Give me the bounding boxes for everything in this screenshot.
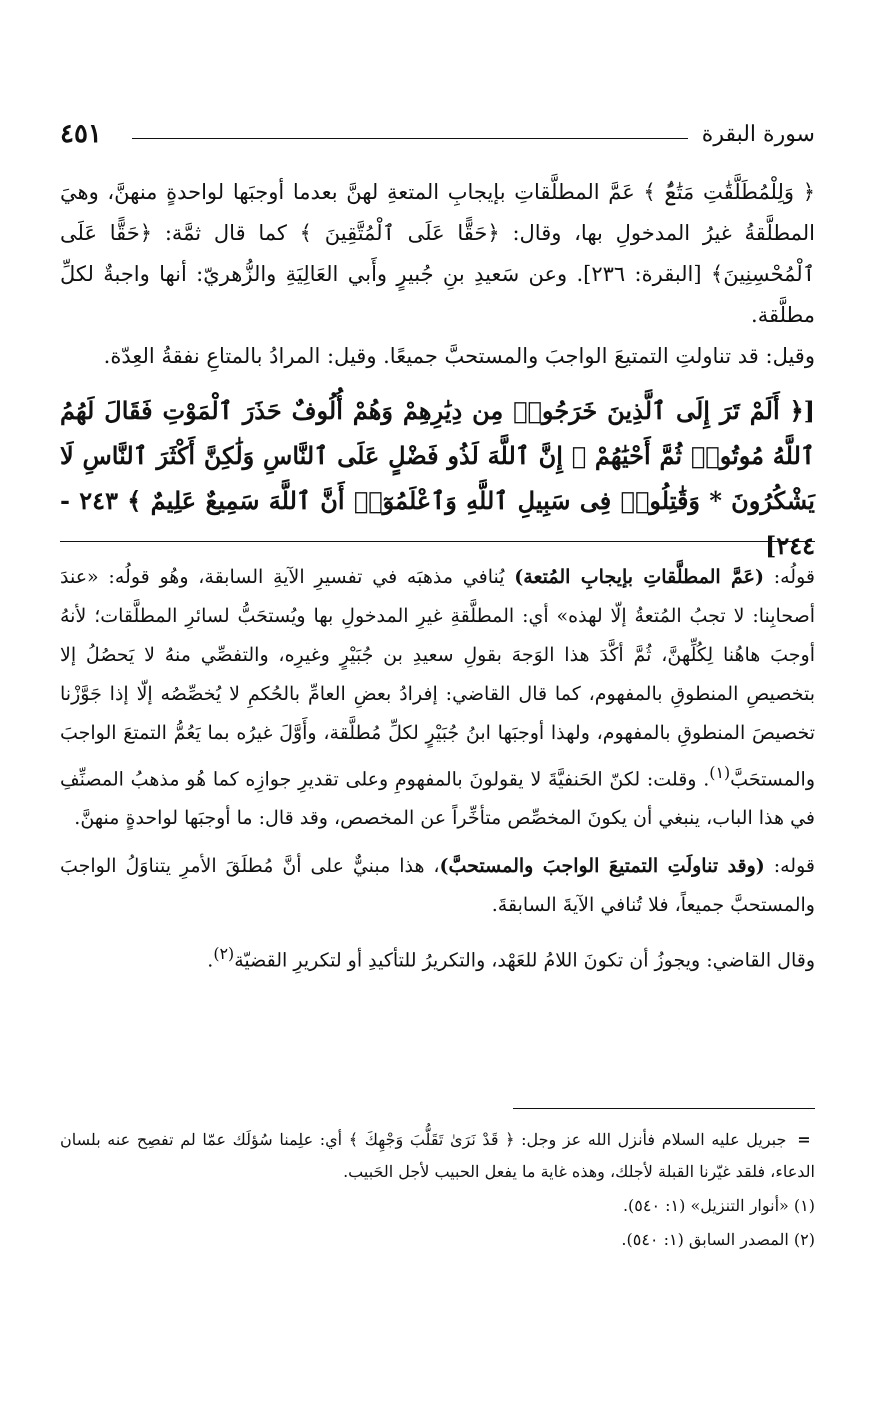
footnote-rule — [513, 1108, 815, 1109]
footnote-reference: (١) — [709, 763, 731, 782]
footnote-2: (٢) المصدر السابق (١: ٥٤٠). — [621, 1230, 815, 1249]
footnote-1: (١) «أنوار التنزيل» (١: ٥٤٠). — [622, 1196, 815, 1215]
gloss-body: . وقلت: لكنّ الحَنفيَّةَ لا يقولونَ بالمفهومِ وعلى تقديرِ جوازِه كما هُو مذهبُ المصنِّفِ في هذا الباب، ينبغي أن يكونَ المخصِّص متأخِّراً عن المخصص، وقد قال: ما أوجبَها لواحدةٍ منهنَّ. — [60, 768, 815, 830]
book-page — [60, 0, 815, 1408]
gloss-lead: قولُه: — [763, 566, 815, 588]
page-header — [60, 112, 815, 156]
gloss-paragraph — [60, 558, 815, 838]
gloss-paragraph — [60, 934, 815, 980]
footnotes — [60, 1124, 815, 1256]
gloss-commentary — [60, 558, 815, 990]
header-rule — [132, 138, 688, 139]
commentary-main-text — [60, 172, 815, 377]
verse-text: [﴿ أَلَمْ تَرَ إِلَى ٱلَّذِينَ خَرَجُوا۟ مِن دِيَٰرِهِمْ وَهُمْ أُلُوفٌ حَذَرَ ٱلْمَوْتِ فَقَالَ لَهُمُ ٱللَّهُ مُوتُوا۟ ثُمَّ أَحْيَٰهُمْ ۚ إِنَّ ٱللَّهَ لَذُو فَضْلٍ عَلَى ٱلنَّاسِ وَلَٰكِنَّ أَكْثَرَ ٱلنَّاسِ لَا يَشْكُرُونَ * وَقَٰتِلُوا۟ فِى سَبِيلِ ٱللَّهِ وَٱعْلَمُوٓا۟ أَنَّ ٱللَّهَ سَمِيعٌ عَلِيمٌ ﴾ ٢٤٣ - ٢٤٤] — [60, 396, 815, 560]
section-divider — [60, 541, 815, 542]
gloss-body: ، هذا مبنيٌّ على أنَّ مُطلَقَ الأمرِ يتناوَلُ الواجبَ والمستحبَّ جميعاً، فلا تُنافي الآيةَ السابقةَ. — [60, 855, 815, 917]
footnote-continuation — [60, 1124, 815, 1188]
gloss-paragraph — [60, 847, 815, 925]
page-number: ٤٥١ — [60, 119, 102, 149]
surah-name: سورة البقرة — [701, 121, 815, 147]
main-paragraph: ﴿ وَلِلْمُطَلَّقَٰتِ مَتَٰعٌۢ ﴾ عَمَّ المطلَّقاتِ بإيجابِ المتعةِ لهنَّ بعدما أوجبَها لواحدةٍ منهنَّ، وهيَ المطلَّقةُ غيرُ المدخولِ بها، وقال: ﴿حَقًّا عَلَى ٱلْمُتَّقِينَ ﴾ كما قال ثمَّة: ﴿حَقًّا عَلَى ٱلْمُحْسِنِينَ﴾ [البقرة: ٢٣٦]. وعن سَعيدِ بنِ جُبيرٍ وأَبي العَالِيَةِ والزُّهريّ: أنها واجبةٌ لكلِّ مطلَّقة. — [60, 180, 815, 327]
gloss-body: يُنافي مذهبَه في تفسيرِ الآيةِ السابقة، وهُو قولُه: «عندَ أصحابِنا: لا تجبُ المُتعةُ إلّا لهذه» أي: المطلَّقةِ غيرِ المدخولِ بها ويُستحَبُّ لسائرِ المطلَّقات؛ لأنهُ أوجبَ هاهُنا لِكُلِّهنَّ، ثُمَّ أكَّدَ هذا الوَجهَ بقولِ سعيدِ بن جُبَيْرٍ وغيرِه، والتفصِّي منهُ لا يَحصُلُ إلا بتخصيصِ المنطوقِ بالمفهوم، كما قال القاضي: إفرادُ بعضِ العامِّ بالحُكمِ لا يُخصِّصُه إلّا إذا جَوَّزْنا تخصيصَ المنطوقِ بالمفهوم، ولهذا أوجبَها ابنُ جُبَيْرٍ لكلِّ مُطلَّقة، وأَوَّلَ غيرُه بما يَعُمُّ التمتعَ الواجبَ والمستحَبَّ — [60, 566, 815, 791]
continuation-mark: = — [797, 1130, 811, 1149]
gloss-quote: (وقد تناولَتِ التمتيعَ الواجبَ والمستحبَّ) — [439, 855, 765, 878]
main-paragraph: وقيل: قد تناولتِ التمتيعَ الواجبَ والمستحبَّ جميعًا. وقيل: المرادُ بالمتاعِ نفقةُ العِدّة. — [103, 344, 815, 368]
footnote-text: جبريل عليه السلام فأنزل الله عز وجل: ﴿ قَدْ نَرَىٰ تَقَلُّبَ وَجْهِكَ ﴾ أي: علِمنا سُؤلَك عمّا لم تفصِح عنه بلسان الدعاء، فلقد غيّرنا القبلة لأجلك، وهذه غاية ما يفعل الحبيب لأجل الحَبيب. — [60, 1130, 815, 1181]
gloss-lead: قوله: — [764, 855, 815, 878]
gloss-quote: (عَمَّ المطلَّقاتِ بإيجابِ المُتعة) — [514, 566, 764, 588]
gloss-body: . — [207, 949, 214, 972]
footnote-reference: (٢) — [213, 944, 235, 964]
gloss-body: وقال القاضي: ويجوزُ أن تكونَ اللامُ للعَهْد، والتكريرُ للتأكيدِ أو لتكريرِ القضيّة — [234, 949, 815, 972]
